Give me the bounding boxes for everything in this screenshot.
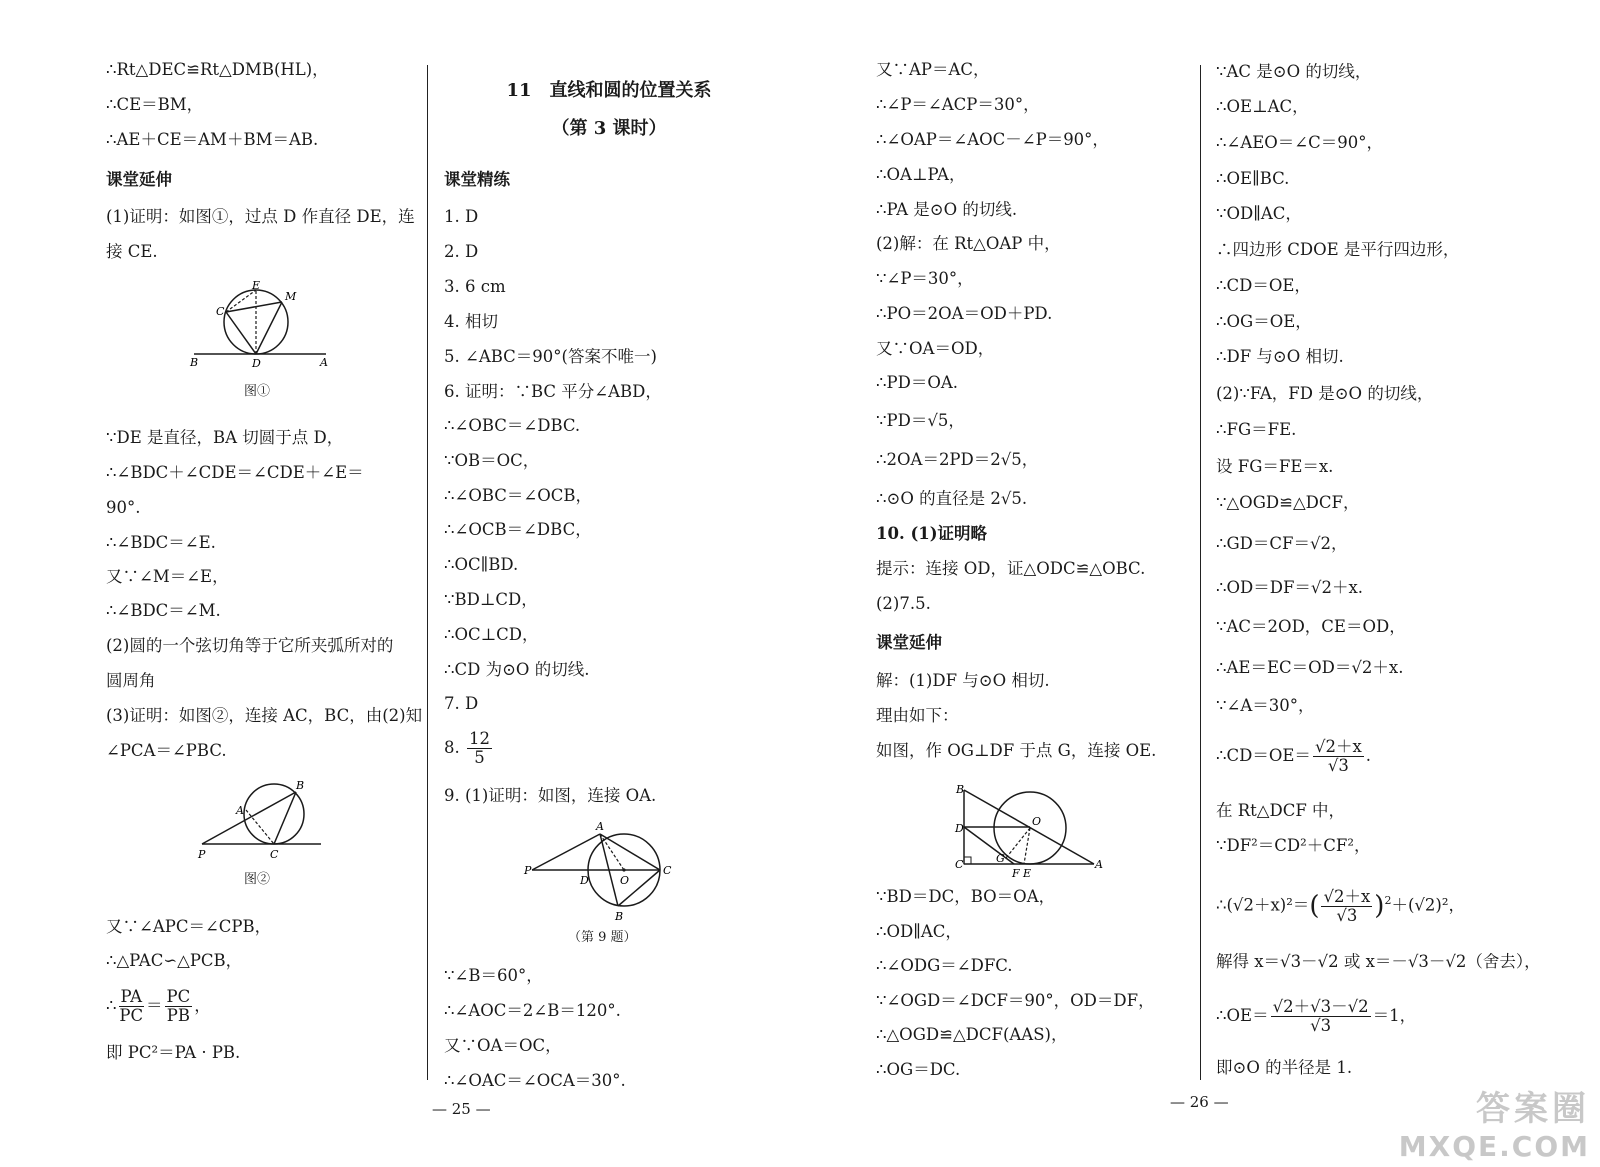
fig10-label-o: O	[1032, 815, 1042, 828]
text-line: ∵∠OGD＝∠DCF＝90°，OD＝DF，	[876, 991, 1155, 1010]
text-line: ∴OE⊥AC，	[1216, 97, 1309, 116]
figure-2-caption: 图②	[244, 872, 271, 887]
section-heading: 课堂延伸	[876, 633, 942, 652]
proportion-line: ∴ $\frac{PA}{PC}$ ＝ $\frac{PC}{PB}$ ，	[106, 987, 211, 1025]
equation-line: ∴CD＝OE＝ $\frac{√2+x}{√3}$ .	[1216, 737, 1372, 775]
text-line: 又∵∠APC＝∠CPB，	[106, 917, 272, 936]
text-line: 设 FG＝FE＝x.	[1216, 457, 1334, 476]
fraction-sq: $\frac{√2+x}{√3}$	[1323, 886, 1371, 925]
text-line: (1)证明：如图①，过点 D 作直径 DE，连	[106, 207, 415, 226]
therefore-symbol: ∴	[106, 996, 117, 1015]
text-line: ∵∠B＝60°，	[444, 966, 543, 985]
text-line: 提示：连接 OD，证△ODC≌△OBC.	[876, 559, 1146, 578]
page-number-right: — 26 —	[1170, 1093, 1229, 1111]
fraction-12-5: $\frac{12}{5}$	[469, 729, 490, 767]
equation-line: ∴OE＝ $\frac{√2+√3-√2}{√3}$ ＝1，	[1216, 997, 1417, 1035]
figure-9	[522, 818, 672, 926]
section-title: 11 直线和圆的位置关系	[506, 80, 712, 101]
text-line: ∴∠OCB＝∠DBC，	[444, 520, 592, 539]
text-line: 接 CE.	[106, 242, 158, 261]
text-line: ∴∠P＝∠ACP＝30°，	[876, 95, 1040, 114]
fig1-label-c: C	[216, 305, 225, 318]
text-line: ∴OG＝DC.	[876, 1060, 961, 1079]
answer-line: 5. ∠ABC＝90°(答案不唯一)	[444, 347, 657, 366]
answer-line: 6. 证明：∵BC 平分∠ABD，	[444, 382, 662, 401]
fraction-pc-pb: $\frac{PC}{PB}$	[166, 987, 191, 1025]
section-subtitle: （第 3 课时）	[551, 118, 667, 139]
figure-10	[954, 782, 1104, 878]
text-line: ∴CE＝BM，	[106, 95, 204, 114]
text-line: ∴PD＝OA.	[876, 373, 959, 392]
fig1-label-d: D	[252, 357, 261, 370]
fig1-label-b: B	[190, 356, 199, 369]
section-heading: 课堂精练	[444, 170, 510, 189]
text-line: ∵DE 是直径，BA 切圆于点 D，	[106, 428, 344, 447]
text-line: (2)圆的一个弦切角等于它所夹弧所对的	[106, 636, 394, 655]
text-line: 又∵AP＝AC，	[876, 60, 990, 79]
text-line: ∴△OGD≌△DCF(AAS)，	[876, 1025, 1068, 1044]
text-line: ∵BD＝DC，BO＝OA，	[876, 887, 1056, 906]
fig2-label-b: B	[296, 779, 305, 792]
figure-1	[186, 280, 336, 372]
text-line: ∴∠OBC＝∠DBC.	[444, 416, 581, 435]
text-line: ∴∠BDC＋∠CDE＝∠CDE＋∠E＝	[106, 463, 364, 482]
text-line: ∴GD＝CF＝√2，	[1216, 534, 1348, 553]
text-line: ∴OG＝OE，	[1216, 312, 1312, 331]
figure-2	[196, 776, 326, 866]
text-line: ∴DF 与⊙O 相切.	[1216, 347, 1344, 366]
text-line: 圆周角	[106, 671, 156, 690]
answer-line: 3. 6 cm	[444, 277, 506, 296]
text-line: (2)∵FA，FD 是⊙O 的切线，	[1216, 384, 1434, 403]
text-line: ∴∠OAP＝∠AOC－∠P＝90°，	[876, 130, 1109, 149]
text-line: 即⊙O 的半径是 1.	[1216, 1058, 1353, 1077]
text-line: 解：(1)DF 与⊙O 相切.	[876, 671, 1050, 690]
answer-line	[444, 728, 494, 768]
text-line: ∴⊙O 的直径是 2√5.	[876, 489, 1028, 508]
watermark-logo: 答案圈 MXQE.COM	[1398, 1089, 1590, 1163]
text-line: ∵BD⊥CD，	[444, 590, 538, 609]
text-line: (3)证明：如图②，连接 AC，BC，由(2)知	[106, 706, 423, 725]
fig10-label-d: D	[955, 822, 964, 835]
figure-10-diagram	[954, 782, 1104, 878]
text-line: ∠PCA＝∠PBC.	[106, 741, 227, 760]
text-line: ∴∠AOC＝2∠B＝120°.	[444, 1001, 621, 1020]
text-line: ∴OC⊥CD，	[444, 625, 539, 644]
text-line: ∴Rt△DEC≌Rt△DMB(HL)，	[106, 60, 329, 79]
text-line: ∴CD＝OE，	[1216, 276, 1311, 295]
section-heading: 课堂延伸	[106, 170, 172, 189]
text-line: ∵PD＝√5，	[876, 411, 965, 430]
text-line: ∵∠P＝30°，	[876, 269, 974, 288]
text-line: ∵OB＝OC，	[444, 451, 540, 470]
text-line: ∴OE∥BC.	[1216, 169, 1290, 188]
fig10-label-f: F	[1012, 867, 1020, 878]
text-line: ∴OA⊥PA，	[876, 165, 966, 184]
fig1-label-a: A	[320, 356, 328, 369]
fig2-label-p: P	[198, 848, 206, 861]
text-line: ∴∠BDC＝∠E.	[106, 533, 216, 552]
text-line: ∴∠OAC＝∠OCA＝30°.	[444, 1071, 626, 1090]
text-line: ∵∠A＝30°，	[1216, 696, 1315, 715]
answer-line: 1. D	[444, 207, 479, 226]
text-line: 又∵∠M＝∠E，	[106, 567, 229, 586]
fig1-label-e: E	[252, 280, 261, 292]
text-line: 在 Rt△DCF 中，	[1216, 801, 1346, 820]
text-line: ∴△PAC∽△PCB，	[106, 951, 243, 970]
text-line: 90°.	[106, 498, 141, 517]
text-line: ∴PA 是⊙O 的切线.	[876, 200, 1018, 219]
text-line: ∴∠BDC＝∠M.	[106, 601, 221, 620]
text-line: ∴AE＋CE＝AM＋BM＝AB.	[106, 130, 319, 149]
figure-9-diagram	[522, 818, 672, 926]
fig9-label-p: P	[524, 864, 532, 877]
fig10-label-c: C	[955, 858, 964, 871]
answer-line: 10. (1)证明略	[876, 524, 988, 543]
fraction-oe: $\frac{√2+√3-√2}{√3}$	[1272, 997, 1369, 1035]
figure-2-diagram	[196, 776, 326, 866]
text-line: ∴∠AEO＝∠C＝90°，	[1216, 133, 1384, 152]
text-line: ∴AE＝EC＝OD＝√2＋x.	[1216, 658, 1404, 677]
text-line: ∵AC 是⊙O 的切线，	[1216, 62, 1372, 81]
answer-number: 8.	[444, 738, 460, 757]
page-number-left: — 25 —	[432, 1100, 491, 1118]
fig9-label-a: A	[596, 820, 604, 833]
answer-line: 7. D	[444, 694, 479, 713]
text-line: (2)解：在 Rt△OAP 中，	[876, 234, 1061, 253]
fraction-pa-pc: $\frac{PA}{PC}$	[119, 987, 144, 1025]
text-line: 如图，作 OG⊥DF 于点 G，连接 OE.	[876, 741, 1157, 760]
fig10-label-a: A	[1095, 858, 1103, 871]
figure-1-diagram	[186, 280, 336, 372]
figure-9-caption: （第 9 题）	[568, 930, 637, 945]
text-line: ∴OD∥AC，	[876, 922, 962, 941]
text-line: ∴四边形 CDOE 是平行四边形，	[1216, 240, 1460, 259]
text-line: ∵DF²＝CD²＋CF²，	[1216, 836, 1371, 855]
text-line: 即 PC²＝PA · PB.	[106, 1043, 241, 1062]
fig2-label-c: C	[270, 848, 279, 861]
answer-line: 2. D	[444, 242, 479, 261]
column-divider	[427, 65, 428, 1080]
text-line: ∵AC＝2OD，CE＝OD，	[1216, 617, 1406, 636]
answer-line: 4. 相切	[444, 312, 498, 331]
fig10-label-b: B	[956, 783, 965, 796]
text-line: 理由如下：	[876, 706, 959, 725]
fig9-label-b: B	[615, 910, 624, 923]
fig9-label-d: D	[580, 874, 589, 887]
text-line: ∵OD∥AC，	[1216, 204, 1302, 223]
fraction-cd: $\frac{√2+x}{√3}$	[1314, 737, 1362, 775]
text-line: ∴CD 为⊙O 的切线.	[444, 660, 590, 679]
fig10-label-e: E	[1023, 867, 1032, 878]
fig9-label-c: C	[663, 864, 672, 877]
equation-line: ∴(√2＋x)²＝( $\frac{√2+x}{√3}$ )$^2$＋(√2)²，	[1216, 886, 1465, 925]
text-line: ∴2OA＝2PD＝2√5，	[876, 450, 1039, 469]
text-line: ∴FG＝FE.	[1216, 420, 1297, 439]
text-line: (2)7.5.	[876, 594, 931, 613]
text-line: ∴OD＝DF＝√2＋x.	[1216, 578, 1363, 597]
column-divider	[1200, 65, 1201, 1080]
fig1-label-m: M	[285, 290, 297, 303]
text-line: ∴∠OBC＝∠OCB，	[444, 486, 593, 505]
text-line: ∴∠ODG＝∠DFC.	[876, 956, 1013, 975]
fig10-label-g: G	[996, 852, 1005, 865]
text-line: 又∵OA＝OC，	[444, 1036, 562, 1055]
text-line: ∴OC∥BD.	[444, 555, 519, 574]
answer-line: 9. (1)证明：如图，连接 OA.	[444, 786, 657, 805]
figure-1-caption: 图①	[244, 384, 271, 399]
text-line: ∴PO＝2OA＝OD＋PD.	[876, 304, 1053, 323]
text-line: ∵△OGD≌△DCF，	[1216, 493, 1360, 512]
text-line: 解得 x＝√3－√2 或 x＝－√3－√2（舍去），	[1216, 952, 1541, 971]
text-line: 又∵OA＝OD，	[876, 339, 995, 358]
fig9-label-o: O	[620, 874, 630, 887]
fig2-label-a: A	[236, 804, 244, 817]
